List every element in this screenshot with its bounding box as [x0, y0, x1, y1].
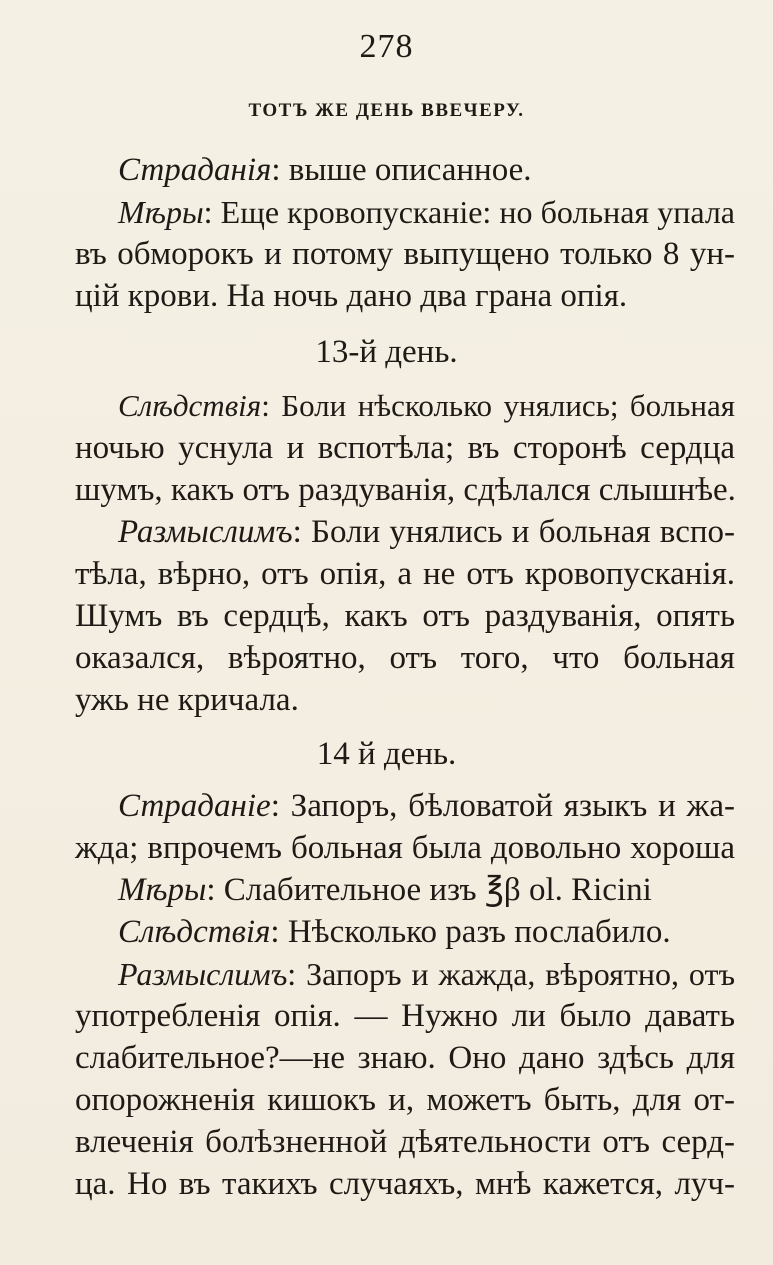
- term-label: Слѣдствія: [118, 914, 271, 950]
- day-heading: [0, 336, 773, 369]
- line-text: : Запоръ и жажда, вѣроятно, отъ: [287, 956, 735, 992]
- text-line: [75, 1042, 735, 1075]
- term-label: Страданіе: [118, 788, 271, 824]
- term-label: Страданія: [118, 152, 272, 188]
- text-line: [118, 916, 735, 949]
- line-text: ночью уснула и вспотѣла; въ сторонѣ сердца: [75, 430, 735, 466]
- text-line: [75, 474, 735, 507]
- term-label: Мѣры: [118, 194, 204, 230]
- text-line: [118, 154, 735, 187]
- text-line: [118, 196, 735, 228]
- day-heading: [0, 738, 773, 771]
- text-line: [118, 874, 735, 907]
- line-text: жда; впрочемъ больная была довольно хороша: [75, 830, 735, 866]
- line-text: слабительное?—не знаю. Оно дано здѣсь для: [75, 1040, 735, 1076]
- text-line: [75, 1000, 735, 1033]
- text-line: [75, 238, 735, 271]
- text-line: [75, 1126, 735, 1159]
- text-line: [118, 390, 735, 421]
- line-text: въ обморокъ и потому выпущено только 8 ун-: [75, 236, 735, 272]
- section-heading: ТОТЪ ЖЕ ДЕНЬ ВВЕЧЕРУ.: [248, 100, 525, 121]
- line-text: Шумъ въ сердцѣ, какъ отъ раздуванія, опять: [75, 598, 735, 634]
- text-line: [75, 432, 735, 465]
- text-line: [75, 558, 735, 591]
- line-text: употребленія опія. — Нужно ли было давать: [75, 998, 735, 1034]
- line-text: оказался, вѣроятно, отъ того, что больная: [75, 640, 735, 676]
- line-text: : Нѣсколько разъ послабило.: [270, 914, 671, 950]
- line-text: цій крови. На ночь дано два грана опія.: [75, 278, 628, 314]
- line-text: : Слабительное изъ ℥β ol. Ricini: [206, 872, 652, 908]
- text-line: [75, 684, 735, 717]
- line-text: влеченія болѣзненной дѣятельности отъ серд-: [75, 1124, 735, 1160]
- line-text: : Еще кровопусканіе: но больная упала: [203, 194, 735, 230]
- text-line: [118, 958, 735, 990]
- line-text: 13-й день.: [315, 334, 458, 370]
- text-line: [118, 516, 735, 549]
- term-label: Размыслимъ: [118, 956, 288, 992]
- term-label: Мѣры: [118, 872, 207, 908]
- line-text: : Боли унялись и больная вспо-: [292, 514, 735, 550]
- term-label: Слѣдствія: [118, 388, 262, 423]
- line-text: : выше описанное.: [271, 152, 532, 188]
- text-line: [75, 280, 735, 313]
- line-text: 14 й день.: [316, 736, 457, 772]
- text-line: [75, 642, 735, 675]
- text-line: [75, 600, 735, 633]
- text-line: [75, 832, 735, 865]
- text-line: [75, 1084, 735, 1117]
- line-text: : Боли нѣсколько унялись; больная: [261, 388, 735, 423]
- term-label: Размыслимъ: [118, 514, 293, 550]
- text-line: [118, 790, 735, 823]
- line-text: шумъ, какъ отъ раздуванія, сдѣлался слышнѣе.: [75, 472, 736, 508]
- line-text: ца. Но въ такихъ случаяхъ, мнѣ кажется, луч-: [75, 1166, 735, 1202]
- line-text: ужь не кричала.: [75, 682, 299, 718]
- page-number: 278: [359, 28, 414, 65]
- text-line: [75, 1168, 735, 1201]
- line-text: опорожненія кишокъ и, можетъ быть, для от-: [75, 1082, 735, 1118]
- line-text: тѣла, вѣрно, отъ опія, а не отъ кровопусканія.: [75, 556, 735, 592]
- line-text: : Запоръ, бѣловатой языкъ и жа-: [270, 788, 735, 824]
